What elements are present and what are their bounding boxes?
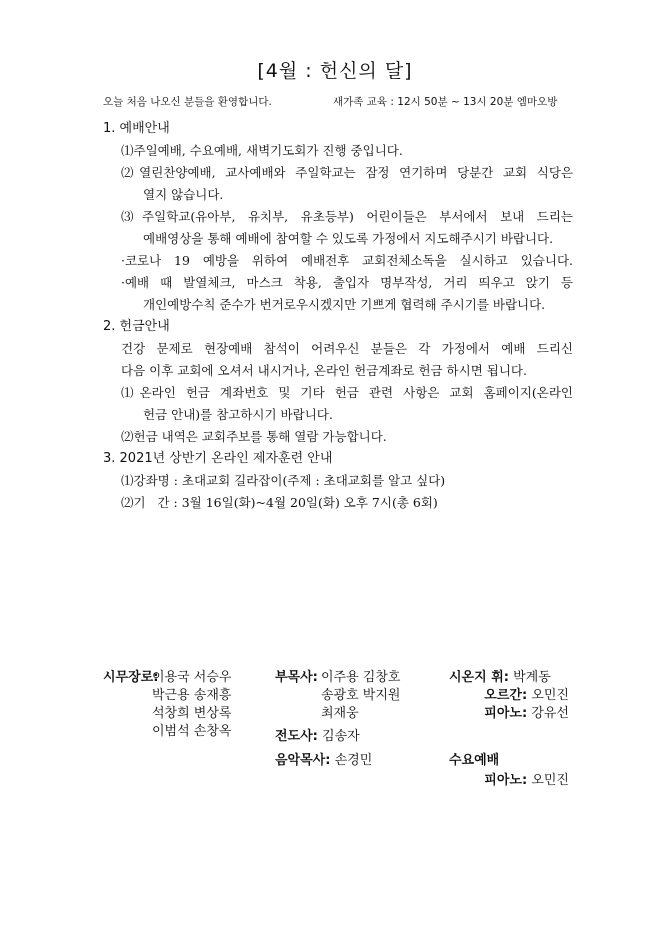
s3-line-2: ⑵기 간 : 3월 16일(화)~4월 20일(화) 오후 7시(총 6회) <box>121 495 438 510</box>
assoc-row: 송광호 박지원 <box>321 688 401 703</box>
wednesday-label: 수요예배 <box>449 753 500 768</box>
s1-line-4: ·코로나 19 예방을 위하여 예배전후 교회전체소독을 실시하고 있습니다. <box>121 253 573 268</box>
elder-row: 석창희 변상록 <box>152 706 232 721</box>
welcome-text: 오늘 처음 나오신 분들을 환영합니다. <box>103 96 272 108</box>
assoc-row: 이주용 김창호 <box>321 670 401 685</box>
s2-line-1a: ⑴온라인 헌금 계좌번호 및 기타 헌금 관련 사항은 교회 홈페이지(온라인 <box>121 385 573 400</box>
section-3-heading: 3. 2021년 상반기 온라인 제자훈련 안내 <box>103 451 333 466</box>
page-title: [4월 : 헌신의 달] <box>257 60 413 82</box>
s1-line-5b: 개인예방수칙 준수가 번거로우시겠지만 기쁘게 협력해 주시기를 바랍니다. <box>143 297 546 312</box>
s1-line-3a: ⑶주일학교(유아부, 유치부, 유초등부) 어린이들은 부서에서 보내 드리는 <box>121 209 573 224</box>
assoc-label-block <box>275 669 318 687</box>
evangelist-block <box>275 728 360 746</box>
s1-line-2b: 열지 않습니다. <box>143 187 224 202</box>
organ-label: 오르간: <box>484 688 528 703</box>
elders-label: 시무장로: <box>103 670 159 685</box>
music-pastor-block <box>275 752 372 770</box>
music-pastor-name: 손경민 <box>334 753 373 768</box>
piano-name: 강유선 <box>531 706 569 721</box>
s2-para-b: 다음 이후 교회에 오셔서 내시거나, 온라인 헌금계좌로 헌금 하시면 됩니다. <box>121 363 527 378</box>
s2-para-a: 건강 문제로 현장예배 참석이 어려우신 분들은 각 가정에서 예배 드리신 <box>121 341 573 356</box>
s3-line-1: ⑴강좌명 : 초대교회 길라잡이(주제 : 초대교회를 알고 싶다) <box>121 473 446 488</box>
organ-name: 오민진 <box>531 688 569 703</box>
evangelist-label: 전도사: <box>275 729 318 744</box>
elder-row: 이범석 손창옥 <box>152 724 232 739</box>
s1-line-3b: 예배영상을 통해 예배에 참여할 수 있도록 가정에서 지도해주시기 바랍니다. <box>143 231 554 246</box>
s2-line-1b: 헌금 안내)를 참고하시기 바랍니다. <box>143 407 333 422</box>
music-pastor-label: 음악목사: <box>275 753 331 768</box>
announcements <box>103 118 573 514</box>
assoc-list <box>321 669 400 723</box>
elders-block <box>103 669 158 687</box>
wed-piano-label: 피아노: <box>484 773 528 788</box>
s2-line-2: ⑵헌금 내역은 교회주보를 통해 열람 가능합니다. <box>121 429 387 444</box>
section-2-heading: 2. 헌금안내 <box>103 319 170 334</box>
assoc-row: 최재웅 <box>321 706 359 721</box>
section-1-heading: 1. 예배안내 <box>103 121 170 136</box>
elders-list <box>152 669 231 741</box>
new-family-info: 새가족 교육 : 12시 50분 ~ 13시 20분 엠마오방 <box>333 96 558 108</box>
s1-line-1: ⑴주일예배, 수요예배, 새벽기도회가 진행 중입니다. <box>121 143 403 158</box>
piano-label: 피아노: <box>484 706 528 721</box>
wednesday-block <box>449 752 569 790</box>
choir-block <box>449 669 569 723</box>
evangelist-name: 김송자 <box>322 729 360 744</box>
elder-row: 박근용 송재흥 <box>152 688 232 703</box>
wed-piano-name: 오민진 <box>531 773 569 788</box>
s1-line-2a: ⑵열린찬양예배, 교사예배와 주일학교는 잠정 연기하며 당분간 교회 식당은 <box>121 165 573 180</box>
assoc-label: 부목사: <box>275 670 318 685</box>
conductor-name: 박계동 <box>513 670 551 685</box>
conductor-label: 시온지 휘: <box>449 670 509 685</box>
s1-line-5a: ·예배 때 발열체크, 마스크 착용, 출입자 명부작성, 거리 띄우고 앉기 등 <box>121 275 573 290</box>
elder-row: 이용국 서승우 <box>152 670 232 685</box>
